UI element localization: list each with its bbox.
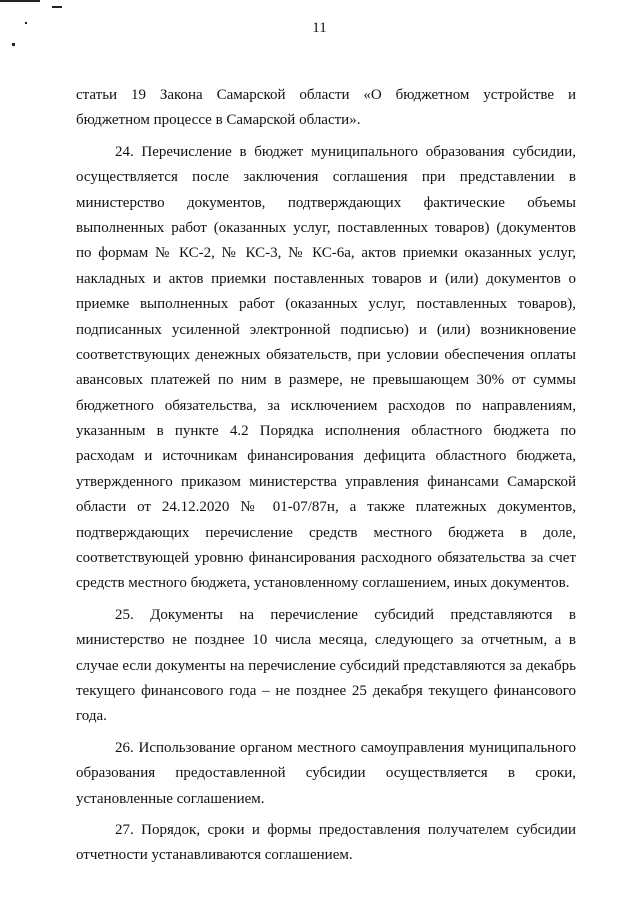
text-line: года. (76, 708, 107, 725)
text-line: установленные соглашением. (76, 790, 265, 807)
paragraph-27 (76, 818, 576, 869)
text-line: указанным в пункте 4.2 Порядка исполнения областного бюджета по (76, 423, 576, 440)
text-line: текущего финансового года – не позднее 25 декабря текущего финансового (76, 682, 576, 699)
text-line: 27. Порядок, сроки и формы предоставления получателем субсидии (115, 821, 576, 838)
text-line: образования предоставленной субсидии осуществляется в сроки, (76, 765, 576, 782)
text-line: расходам и источникам финансирования дефицита областного бюджета, (76, 448, 576, 465)
text-line: 26. Использование органом местного самоуправления муниципального (115, 739, 576, 756)
text-line: министерство не позднее 10 числа месяца, следующего за отчетным, а в (76, 632, 576, 649)
text-line: подтверждающих перечисление средств местного бюджета в доле, (76, 524, 576, 541)
text-line: бюджетном процессе в Самарской области». (76, 112, 361, 129)
document-body (76, 83, 576, 869)
text-line: накладных и актов приемки поставленных товаров и (или) документов о (76, 270, 576, 287)
scan-artifact (52, 6, 62, 8)
paragraph-24 (76, 140, 576, 597)
paragraph (76, 83, 576, 134)
text-line: соответствующей уровню финансирования расходного обязательства за счет (76, 550, 576, 567)
paragraph-26 (76, 736, 576, 812)
scan-artifact (0, 0, 40, 2)
text-line: министерство документов, подтверждающих фактические объемы (76, 194, 576, 211)
text-line: средств местного бюджета, установленному соглашением, иных документов. (76, 575, 570, 592)
text-line: 25. Документы на перечисление субсидий представляются в (115, 606, 576, 623)
text-line: области от 24.12.2020 № 01-07/87н, а также платежных документов, (76, 499, 576, 516)
text-line: статьи 19 Закона Самарской области «О бюджетном устройстве и (76, 87, 576, 103)
text-line: отчетности устанавливаются соглашением. (76, 847, 353, 864)
page-number: 11 (312, 20, 327, 36)
scan-artifact (12, 43, 15, 46)
text-line: 24. Перечисление в бюджет муниципального образования субсидии, (115, 143, 576, 160)
text-line: случае если документы на перечисление субсидий представляются за декабрь (76, 657, 576, 674)
paragraph-25 (76, 603, 576, 730)
text-line: приемке выполненных работ (оказанных услуг, поставленных товаров), (76, 296, 576, 313)
text-line: утвержденного приказом министерства управления финансами Самарской (76, 473, 576, 490)
text-line: соответствующих денежных обязательств, при условии обеспечения оплаты (76, 346, 576, 363)
text-line: подписанных усиленной электронной подписью) и (или) возникновение (76, 321, 576, 338)
text-line: осуществляется после заключения соглашения при представлении в (76, 169, 576, 186)
text-line: выполненных работ (оказанных услуг, поставленных товаров) (документов (76, 219, 576, 236)
text-line: авансовых платежей по ним в размере, не превышающем 30% от суммы (76, 372, 576, 389)
text-line: бюджетного обязательства, за исключением расходов по направлениям, (76, 397, 576, 414)
text-line: по формам № КС-2, № КС-3, № КС-6а, актов приемки оказанных услуг, (76, 245, 576, 262)
